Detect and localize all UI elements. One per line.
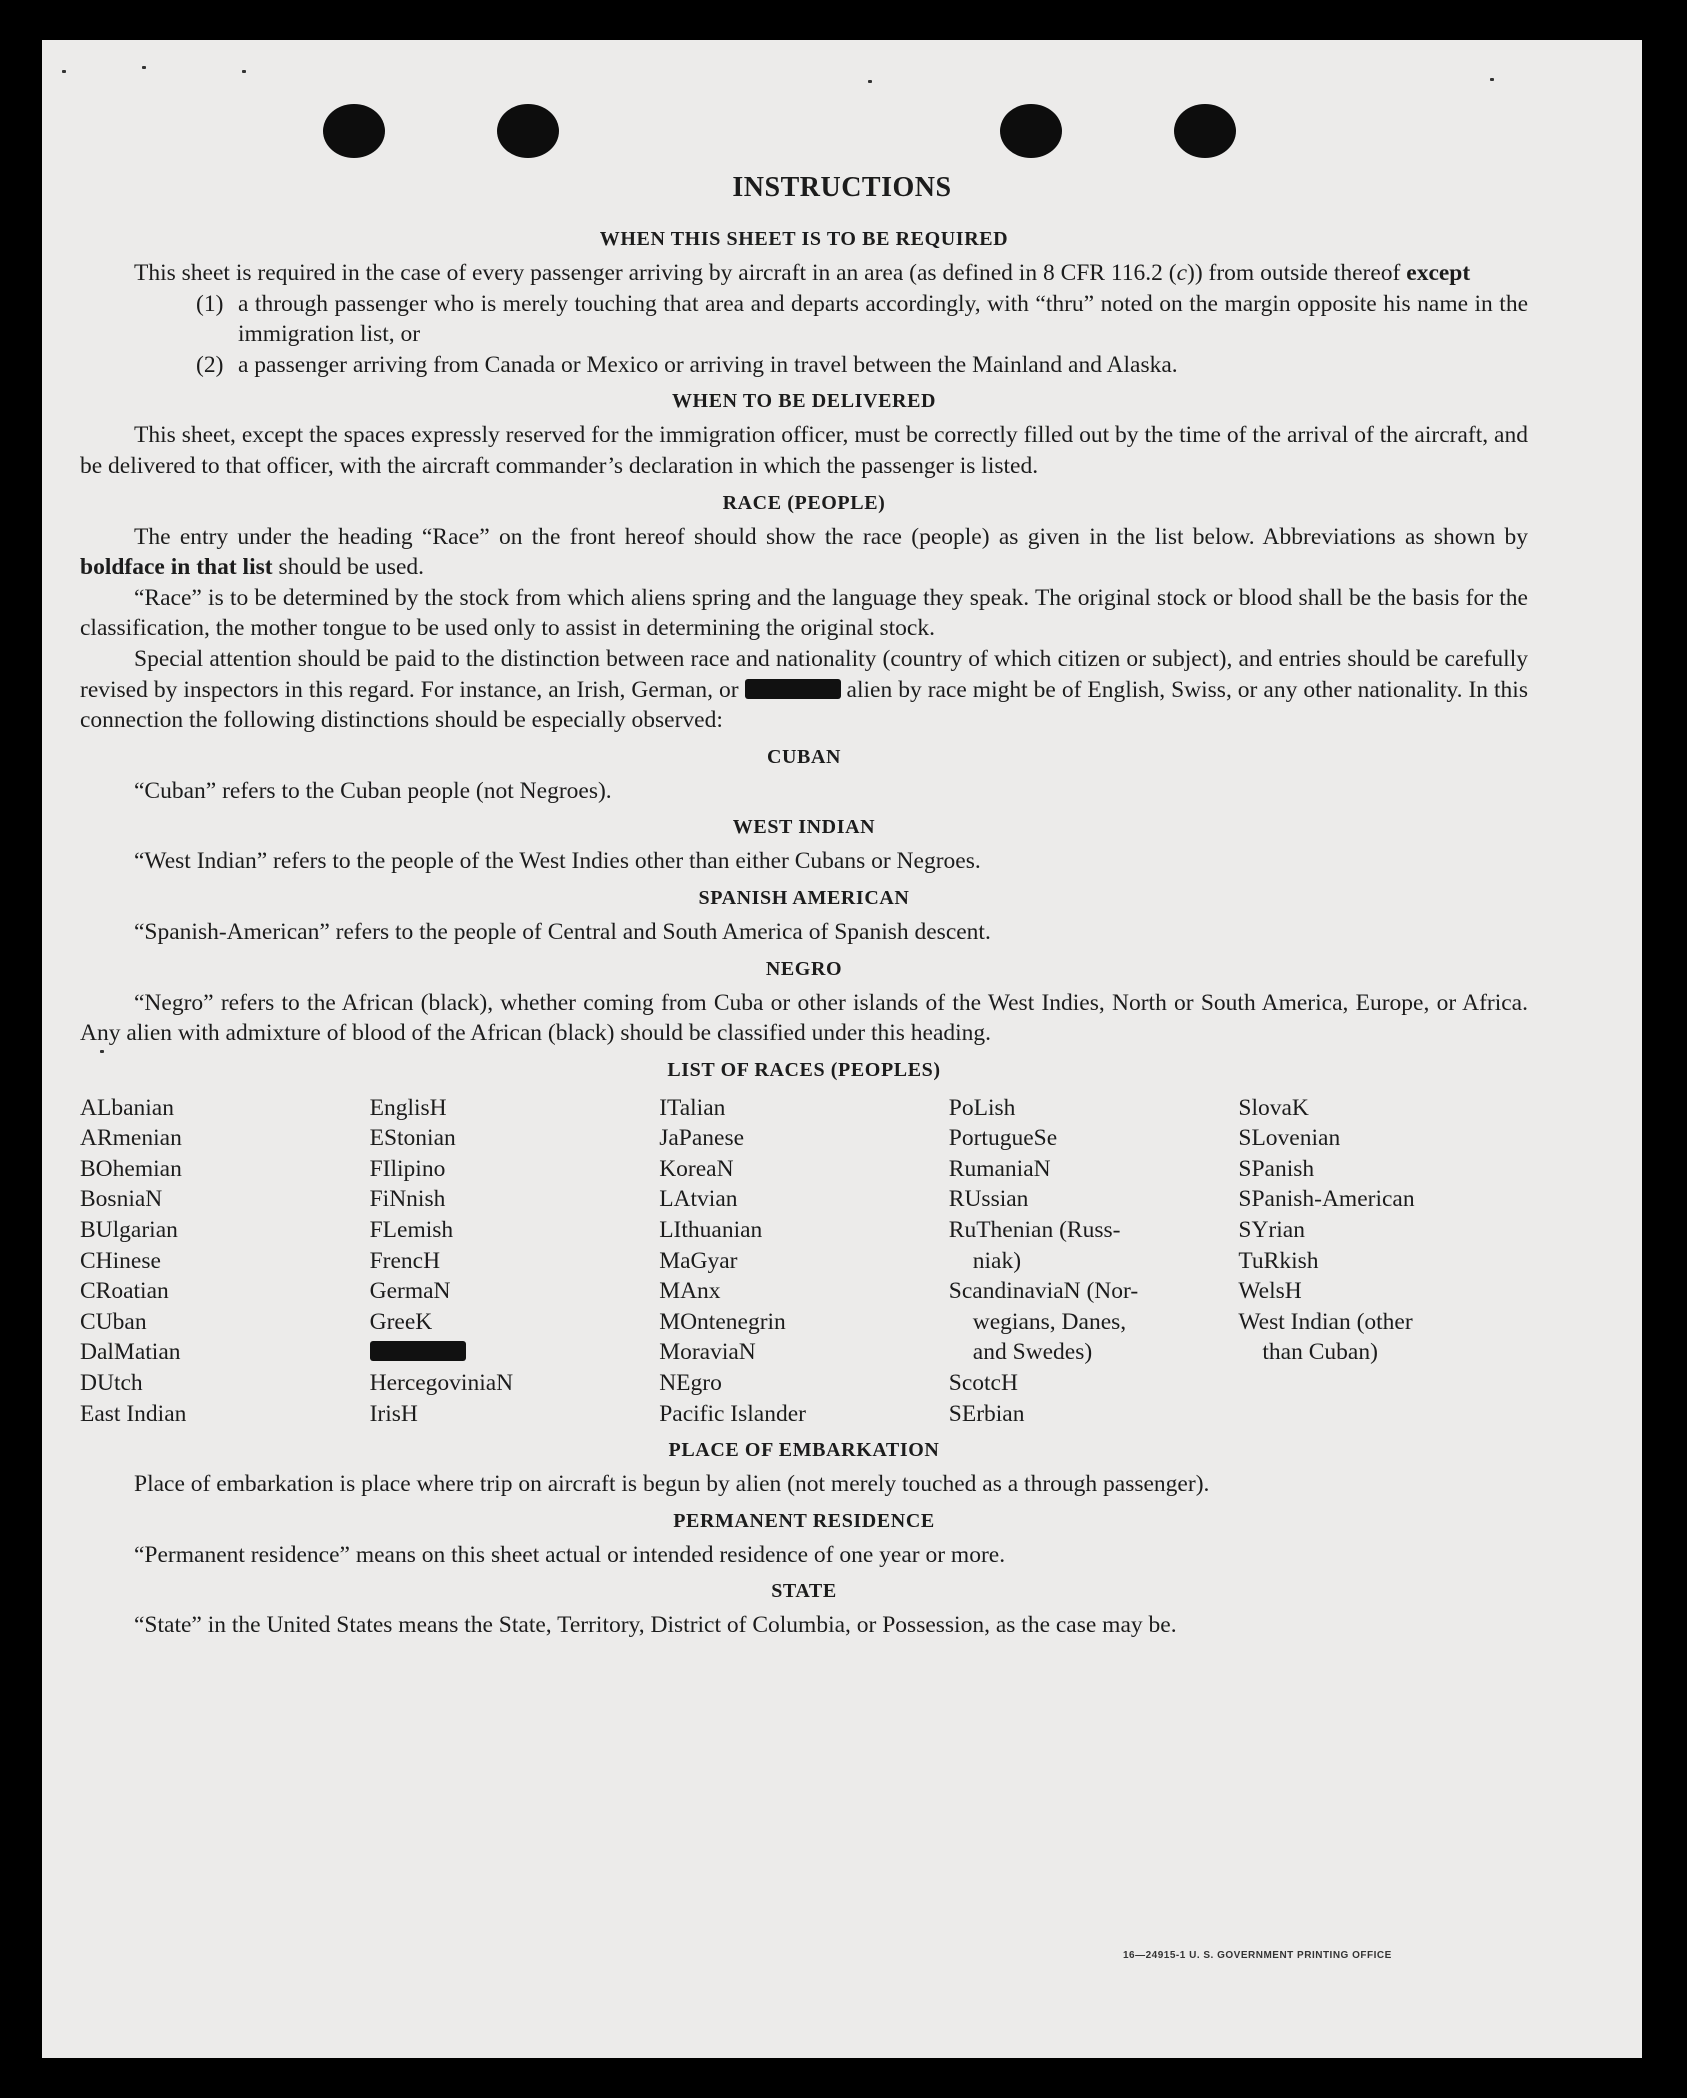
race-entry: DUtch bbox=[80, 1370, 143, 1397]
race-entry: JaPanese bbox=[659, 1125, 745, 1152]
race-entry: KoreaN bbox=[659, 1155, 734, 1182]
race-entry: East Indian bbox=[80, 1400, 187, 1427]
paragraph-race-1: The entry under the heading “Race” on the front hereof should show the race (people) as given in the list below. Abbreviations as shown by boldface in that list should be used. bbox=[80, 523, 1528, 581]
race-entry: CUban bbox=[80, 1308, 147, 1335]
paragraph-race-3: Special attention should be paid to the distinction between race and nationality (country of which citizen or subject), and entries should be carefully revised by inspectors in this regard. For instance, an Irish, German, or alien by race might be of English, Swiss, or any other nationality. In this connection the following distinctions should be especially observed: bbox=[80, 645, 1528, 734]
item-number: (1) bbox=[196, 290, 224, 317]
race-entry-continued: than Cuban) bbox=[1262, 1339, 1378, 1366]
race-entry: ITalian bbox=[659, 1094, 726, 1121]
race-column bbox=[80, 1093, 370, 1430]
race-entry: MOntenegrin bbox=[659, 1308, 786, 1335]
race-entry: PortugueSe bbox=[948, 1125, 1058, 1152]
race-entry-continued: and Swedes) bbox=[972, 1339, 1093, 1366]
speck bbox=[868, 80, 872, 83]
paragraph-spanish-american: “Spanish-American” refers to the people of Central and South America of Spanish descent. bbox=[134, 918, 991, 945]
race-entry: SLovenian bbox=[1238, 1125, 1341, 1152]
heading-negro: NEGRO bbox=[765, 957, 843, 980]
heading-race: RACE (PEOPLE) bbox=[722, 491, 886, 514]
race-entry: Pacific Islander bbox=[659, 1400, 806, 1427]
race-entry: West Indian (other bbox=[1238, 1308, 1413, 1335]
race-column bbox=[949, 1093, 1239, 1430]
redaction-mark bbox=[745, 679, 841, 699]
race-entry: RuThenian (Russ- bbox=[948, 1217, 1121, 1244]
heading-permanent-residence: PERMANENT RESIDENCE bbox=[673, 1509, 935, 1532]
race-entry: FLemish bbox=[369, 1217, 454, 1244]
race-entry: MoraviaN bbox=[659, 1339, 756, 1366]
race-entry: ScotcH bbox=[948, 1370, 1018, 1397]
race-entry: PoLish bbox=[948, 1094, 1016, 1121]
race-entry: SYrian bbox=[1238, 1217, 1305, 1244]
exception-item bbox=[196, 289, 1528, 350]
race-entry: EnglisH bbox=[369, 1094, 447, 1121]
race-entry: GermaN bbox=[369, 1278, 451, 1305]
paragraph-negro: “Negro” refers to the African (black), whether coming from Cuba or other islands of the West Indies, North or South America, Europe, or Africa. Any alien with admixture of blood of the African (black) should be classified under this heading. bbox=[80, 989, 1528, 1047]
heading-when-delivered: WHEN TO BE DELIVERED bbox=[671, 390, 937, 413]
paragraph-west-indian: “West Indian” refers to the people of the West Indies other than either Cubans or Negroes. bbox=[134, 848, 981, 875]
race-list bbox=[80, 1093, 1528, 1430]
race-column bbox=[659, 1093, 949, 1430]
heading-state: STATE bbox=[771, 1580, 837, 1603]
paragraph-permanent-residence: “Permanent residence” means on this sheet actual or intended residence of one year or more. bbox=[134, 1541, 1006, 1568]
race-entry: MAnx bbox=[659, 1278, 721, 1305]
page-title: INSTRUCTIONS bbox=[732, 172, 952, 203]
race-entry: ScandinaviaN (Nor- bbox=[948, 1278, 1139, 1305]
race-entry: GreeK bbox=[369, 1308, 433, 1335]
race-entry: SlovaK bbox=[1238, 1094, 1309, 1121]
race-entry: LAtvian bbox=[659, 1186, 738, 1213]
paragraph-embarkation: Place of embarkation is place where trip on aircraft is begun by alien (not merely touched as a through passenger). bbox=[134, 1471, 1210, 1498]
race-entry: ARmenian bbox=[80, 1125, 182, 1152]
punch-hole bbox=[1000, 104, 1062, 158]
race-entry: CRoatian bbox=[80, 1278, 169, 1305]
race-entry: BosniaN bbox=[80, 1186, 163, 1213]
heading-when-required: WHEN THIS SHEET IS TO BE REQUIRED bbox=[599, 228, 1009, 250]
speck bbox=[242, 70, 246, 73]
item-text: a through passenger who is merely touching that area and departs accordingly, with “thru” noted on the margin opposite his name in the immigration list, or bbox=[238, 290, 1528, 348]
heading-list-of-races: LIST OF RACES (PEOPLES) bbox=[667, 1058, 941, 1081]
race-entry-continued: wegians, Danes, bbox=[972, 1308, 1127, 1335]
paragraph-state: “State” in the United States means the State, Territory, District of Columbia, or Possession, as the case may be. bbox=[134, 1612, 1177, 1639]
instructions-body bbox=[80, 218, 1528, 1641]
exception-item bbox=[196, 350, 1528, 381]
redaction-mark bbox=[370, 1341, 466, 1361]
speck bbox=[62, 70, 66, 73]
heading-west-indian: WEST INDIAN bbox=[732, 816, 876, 839]
paragraph-race-2: “Race” is to be determined by the stock from which aliens spring and the language they speak. The original stock or blood shall be the basis for the classification, the mother tongue to be used only to assist in determining the original stock. bbox=[80, 584, 1528, 642]
race-entry: BOhemian bbox=[80, 1155, 182, 1182]
race-entry: RUssian bbox=[948, 1186, 1029, 1213]
paragraph-cuban: “Cuban” refers to the Cuban people (not Negroes). bbox=[134, 777, 612, 804]
heading-spanish-american: SPANISH AMERICAN bbox=[698, 886, 910, 909]
race-column bbox=[1238, 1093, 1528, 1430]
race-entry: RumaniaN bbox=[948, 1155, 1051, 1182]
speck bbox=[142, 66, 146, 69]
paragraph-when-required: This sheet is required in the case of every passenger arriving by aircraft in an area (as defined in 8 CFR 116.2 (c)) from outside thereof except bbox=[134, 260, 1471, 286]
race-entry: ALbanian bbox=[80, 1094, 174, 1121]
punch-hole bbox=[497, 104, 559, 158]
heading-cuban: CUBAN bbox=[766, 745, 842, 768]
race-entry: TuRkish bbox=[1238, 1247, 1319, 1274]
race-entry: FIlipino bbox=[369, 1155, 446, 1182]
race-entry: CHinese bbox=[80, 1247, 161, 1274]
paragraph-when-delivered: This sheet, except the spaces expressly reserved for the immigration officer, must be correctly filled out by the time of the arrival of the aircraft, and be delivered to that officer, with the aircraft commander’s declaration in which the passenger is listed. bbox=[80, 422, 1528, 479]
item-number: (2) bbox=[196, 351, 224, 378]
race-entry: SPanish bbox=[1238, 1155, 1315, 1182]
race-entry: SErbian bbox=[948, 1400, 1025, 1427]
race-entry: HercegoviniaN bbox=[369, 1370, 514, 1397]
race-entry-redacted bbox=[370, 1337, 660, 1368]
heading-embarkation: PLACE OF EMBARKATION bbox=[668, 1439, 940, 1462]
document-page bbox=[42, 40, 1642, 2058]
item-text: a passenger arriving from Canada or Mexico or arriving in travel between the Mainland and Alaska. bbox=[238, 351, 1178, 378]
race-entry: NEgro bbox=[659, 1370, 722, 1397]
race-entry: FrencH bbox=[369, 1247, 441, 1274]
race-entry: DalMatian bbox=[80, 1339, 181, 1366]
race-entry: MaGyar bbox=[659, 1247, 738, 1274]
race-entry: BUlgarian bbox=[80, 1217, 178, 1244]
race-entry: IrisH bbox=[369, 1400, 418, 1427]
race-entry: EStonian bbox=[369, 1125, 456, 1152]
race-entry: LIthuanian bbox=[659, 1217, 763, 1244]
race-entry-continued: niak) bbox=[972, 1247, 1022, 1274]
race-entry: SPanish-American bbox=[1238, 1186, 1415, 1213]
race-entry: FiNnish bbox=[369, 1186, 446, 1213]
punch-hole bbox=[323, 104, 385, 158]
punch-hole bbox=[1174, 104, 1236, 158]
race-column bbox=[370, 1093, 660, 1430]
speck bbox=[1490, 78, 1494, 81]
race-entry: WelsH bbox=[1238, 1278, 1302, 1305]
printer-imprint: 16—24915-1 U. S. GOVERNMENT PRINTING OFFICE bbox=[1123, 1950, 1392, 1961]
